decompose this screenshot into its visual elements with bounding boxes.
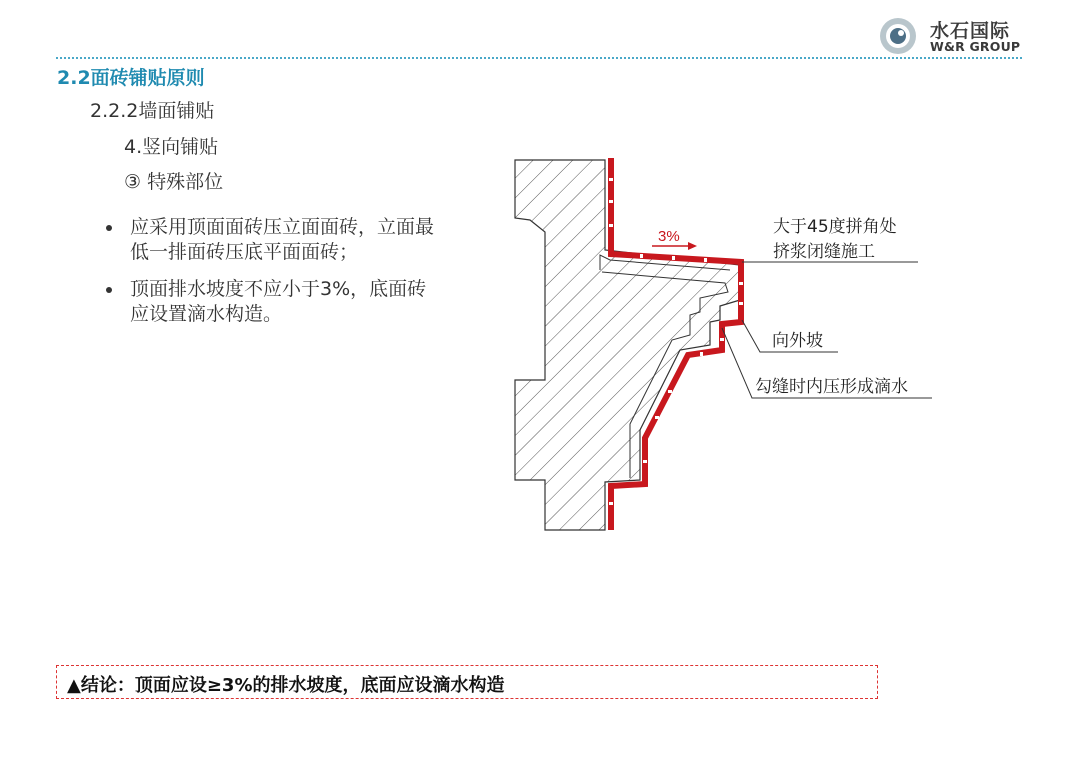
bullet-text: 顶面排水坡度不应小于3%，底面砖应设置滴水构造。 xyxy=(130,278,427,325)
bullet-list xyxy=(104,215,434,339)
company-logo xyxy=(878,14,1068,54)
item-title: 4.竖向铺贴 xyxy=(124,136,219,158)
window-sill-detail-diagram xyxy=(505,150,945,540)
conclusion-box xyxy=(56,665,878,699)
bullet-item xyxy=(104,277,434,327)
callout-top-line1: 大于45度拼角处 xyxy=(773,217,897,237)
logo-name-en: W&R GROUP xyxy=(930,39,1021,54)
concrete-wall xyxy=(515,160,740,530)
callout-bottom: 勾缝时内压形成滴水 xyxy=(755,377,908,397)
header-divider xyxy=(56,57,1022,59)
subitem-title: ③ 特殊部位 xyxy=(124,171,224,193)
callout-mid: 向外坡 xyxy=(772,331,823,351)
logo-mark-icon xyxy=(878,16,918,56)
slope-label: 3% xyxy=(658,228,680,245)
callout-top-line2: 挤浆闭缝施工 xyxy=(773,242,875,262)
conclusion-text: ▲结论：顶面应设≥3%的排水坡度，底面应设滴水构造 xyxy=(67,675,505,696)
subsection-title: 2.2.2墙面铺贴 xyxy=(90,100,215,122)
bullet-item xyxy=(104,215,434,265)
bullet-text: 应采用顶面面砖压立面面砖，立面最低一排面砖压底平面面砖； xyxy=(130,216,435,263)
bullet-dot-icon xyxy=(106,225,112,231)
logo-name-cn: 水石国际 xyxy=(930,20,1011,42)
bullet-dot-icon xyxy=(106,287,112,293)
section-title: 2.2面砖铺贴原则 xyxy=(57,67,205,89)
slope-arrowhead-icon xyxy=(688,242,697,250)
